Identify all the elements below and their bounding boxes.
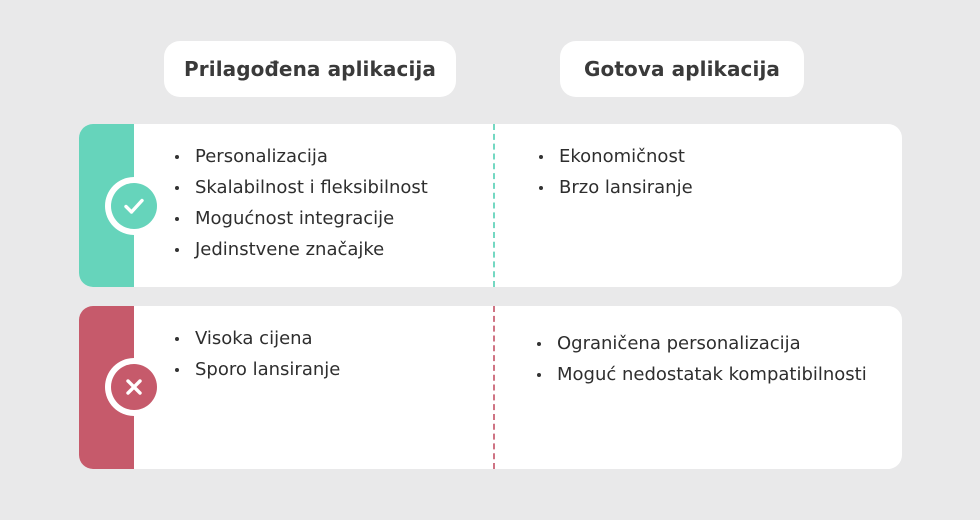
cons-custom-list bbox=[175, 323, 340, 385]
list-item: Moguć nedostatak kompatibilnosti bbox=[537, 359, 867, 390]
list-item: Visoka cijena bbox=[175, 323, 340, 354]
cons-divider bbox=[493, 306, 495, 469]
list-item: Personalizacija bbox=[175, 141, 428, 172]
list-item: Ekonomičnost bbox=[539, 141, 693, 172]
list-item: Brzo lansiranje bbox=[539, 172, 693, 203]
header-ready-app: Gotova aplikacija bbox=[560, 41, 804, 97]
pros-divider bbox=[493, 124, 495, 287]
pros-row bbox=[79, 124, 902, 287]
cons-ready-list bbox=[537, 328, 867, 390]
pros-custom-list bbox=[175, 141, 428, 265]
list-item: Skalabilnost i fleksibilnost bbox=[175, 172, 428, 203]
list-item: Mogućnost integracije bbox=[175, 203, 428, 234]
x-icon bbox=[111, 364, 157, 410]
list-item: Jedinstvene značajke bbox=[175, 234, 428, 265]
header-custom-app: Prilagođena aplikacija bbox=[164, 41, 456, 97]
cons-row bbox=[79, 306, 902, 469]
list-item: Ograničena personalizacija bbox=[537, 328, 867, 359]
list-item: Sporo lansiranje bbox=[175, 354, 340, 385]
pros-status-badge bbox=[105, 177, 163, 235]
pros-ready-list bbox=[539, 141, 693, 203]
cons-status-badge bbox=[105, 358, 163, 416]
check-icon bbox=[111, 183, 157, 229]
